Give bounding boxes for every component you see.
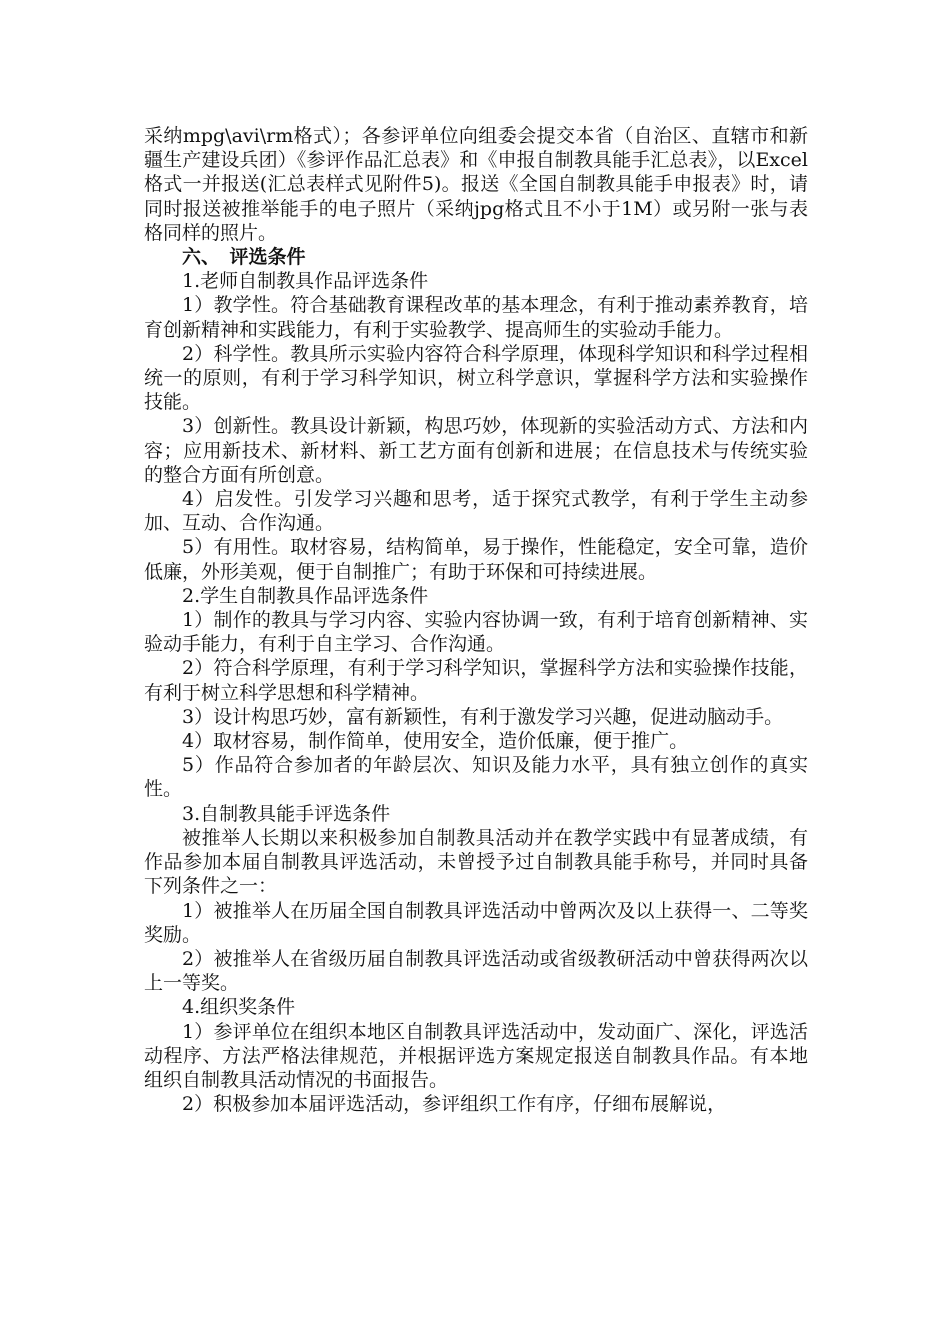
teacher-criterion-3: 3）创新性。教具设计新颖，构思巧妙，体现新的实验活动方式、方法和内容；应用新技术、新材料、新工艺方面有创新和进展；在信息技术与传统实验的整合方面有所创意。 [144, 415, 808, 486]
section-heading: 六、 评选条件 [182, 246, 306, 269]
teacher-criterion-1: 1）教学性。符合基础教育课程改革的基本理念，有利于推动素养教育，培育创新精神和实践能力，有利于实验教学、提高师生的实验动手能力。 [144, 294, 808, 341]
teacher-criteria-title: 1.老师自制教具作品评选条件 [182, 270, 429, 293]
teacher-criterion-4: 4）启发性。引发学习兴趣和思考，适于探究式教学，有利于学生主动参加、互动、合作沟通。 [144, 488, 808, 535]
expert-criteria-title: 3.自制教具能手评选条件 [182, 802, 391, 825]
student-criterion-2: 2）符合科学原理，有利于学习科学知识，掌握科学方法和实验操作技能，有利于树立科学思想和科学精神。 [144, 657, 808, 704]
student-criterion-1: 1）制作的教具与学习内容、实验内容协调一致，有利于培育创新精神、实验动手能力，有利于自主学习、合作沟通。 [144, 609, 808, 656]
teacher-criterion-5: 5）有用性。取材容易，结构简单，易于操作，性能稳定，安全可靠，造价低廉，外形美观，便于自制推广；有助于环保和可持续进展。 [144, 536, 808, 583]
intro-paragraph: 采纳mpg\avi\rm格式）；各参评单位向组委会提交本省（自治区、直辖市和新疆生产建设兵团）《参评作品汇总表》和《申报自制教具能手汇总表》，以Excel格式一并报送(汇总表样式见附件5)。报送《全国自制教具能手申报表》时，请同时报送被推举能手的电子照片（采纳jpg格式且不小于1M）或另附一张与表格同样的照片。 [144, 125, 808, 244]
expert-criterion-1: 1）被推举人在历届全国自制教具评选活动中曾两次及以上获得一、二等奖奖励。 [144, 899, 808, 946]
org-award-title: 4.组织奖条件 [182, 996, 296, 1019]
student-criterion-4: 4）取材容易，制作简单，使用安全，造价低廉，便于推广。 [182, 730, 689, 753]
org-award-criterion-2: 2）积极参加本届评选活动，参评组织工作有序，仔细布展解说， [182, 1093, 727, 1116]
student-criterion-3: 3）设计构思巧妙，富有新颖性，有利于激发学习兴趣，促进动脑动手。 [182, 705, 784, 728]
student-criterion-5: 5）作品符合参加者的年龄层次、知识及能力水平，具有独立创作的真实性。 [144, 754, 808, 801]
expert-criteria-intro: 被推举人长期以来积极参加自制教具活动并在教学实践中有显著成绩，有作品参加本届自制教具评选活动，未曾授予过自制教具能手称号，并同时具备下列条件之一： [144, 826, 808, 898]
expert-criterion-2: 2）被推举人在省级历届自制教具评选活动或省级教研活动中曾获得两次以上一等奖。 [144, 947, 808, 995]
teacher-criterion-2: 2）科学性。教具所示实验内容符合科学原理，体现科学知识和科学过程相统一的原则，有利于学习科学知识，树立科学意识，掌握科学方法和实验操作技能。 [144, 342, 808, 414]
student-criteria-title: 2.学生自制教具作品评选条件 [182, 584, 429, 607]
document-body [144, 124, 808, 1116]
org-award-criterion-1: 1）参评单位在组织本地区自制教具评选活动中，发动面广、深化，评选活动程序、方法严格法律规范，并根据评选方案规定报送自制教具作品。有本地组织自制教具活动情况的书面报告。 [144, 1020, 808, 1091]
